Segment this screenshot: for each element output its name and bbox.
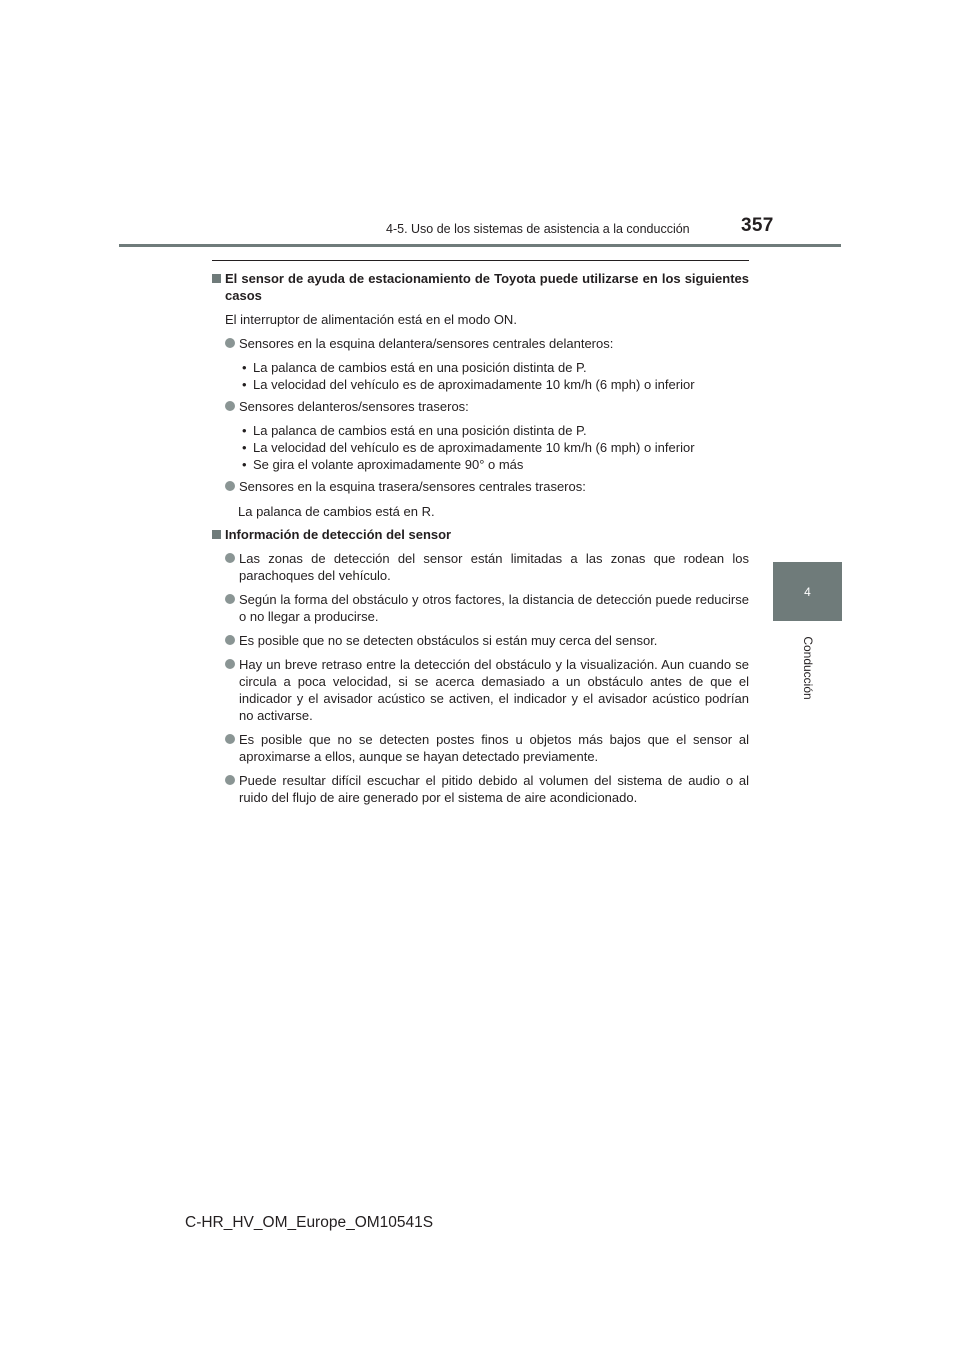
circle-bullet-icon	[225, 481, 235, 491]
sub-list-item	[242, 422, 749, 439]
page-number: 357	[741, 215, 774, 236]
list-item	[212, 478, 749, 495]
dot-marker: •	[242, 423, 247, 438]
list-item-text: Las zonas de detección del sensor están limitadas a las zonas que rodean los parachoques del vehículo.	[239, 551, 749, 583]
sub-list	[212, 422, 749, 473]
list-item-text: Sensores en la esquina delantera/sensores centrales delanteros:	[239, 336, 614, 351]
list-item-text: Es posible que no se detecten postes finos u objetos más bajos que el sensor al aproximarse a ellos, aunque se hayan detectado previamente.	[239, 732, 749, 764]
section-heading-text: Información de detección del sensor	[225, 527, 452, 542]
sub-list-item	[242, 376, 749, 393]
sub-list-item-text: La velocidad del vehículo es de aproximadamente 10 km/h (6 mph) o inferior	[253, 440, 695, 455]
circle-bullet-icon	[225, 594, 235, 604]
circle-bullet-icon	[225, 659, 235, 669]
dot-marker: •	[242, 457, 247, 472]
section-heading-text: El sensor de ayuda de estacionamiento de Toyota puede utilizarse en los siguientes casos	[225, 271, 749, 303]
document-code: C-HR_HV_OM_Europe_OM10541S	[185, 1214, 434, 1231]
list-item-text: Hay un breve retraso entre la detección del obstáculo y la visualización. Aun cuando se circula a poca velocidad, si se acerca demasiado a un obstáculo antes de que el indicador y el avisador acústico se activen, el indicador y el avisador acústico podrían no activarse.	[239, 657, 749, 723]
sub-list-item-text: La palanca de cambios está en una posición distinta de P.	[253, 360, 587, 375]
header-section-title: 4-5. Uso de los sistemas de asistencia a la conducción	[386, 222, 690, 236]
list-item-text: Puede resultar difícil escuchar el pitido debido al volumen del sistema de audio o al ruido del flujo de aire generado por el sistema de aire acondicionado.	[239, 773, 749, 805]
sub-list-item-text: La velocidad del vehículo es de aproximadamente 10 km/h (6 mph) o inferior	[253, 377, 695, 392]
circle-bullet-icon	[225, 775, 235, 785]
circle-bullet-icon	[225, 553, 235, 563]
list-item	[212, 550, 749, 584]
chapter-label: Conducción	[801, 636, 815, 700]
list-item	[212, 591, 749, 625]
sub-list-item	[242, 439, 749, 456]
list-item-text: Sensores delanteros/sensores traseros:	[239, 399, 469, 414]
section-heading	[212, 526, 749, 543]
list-item-text: Sensores en la esquina trasera/sensores centrales traseros:	[239, 479, 586, 494]
list-item	[212, 731, 749, 765]
dot-marker: •	[242, 440, 247, 455]
page-content	[212, 265, 749, 806]
content-divider	[212, 260, 749, 261]
list-item	[212, 335, 749, 352]
list-item	[212, 772, 749, 806]
list-item	[212, 632, 749, 649]
section-intro: El interruptor de alimentación está en el modo ON.	[225, 312, 517, 327]
header-divider	[119, 244, 841, 247]
circle-bullet-icon	[225, 401, 235, 411]
list-item-text: Es posible que no se detecten obstáculos si están muy cerca del sensor.	[239, 633, 658, 648]
chapter-number: 4	[804, 584, 811, 599]
square-bullet-icon	[212, 530, 221, 539]
dot-marker: •	[242, 377, 247, 392]
sub-list-item-text: Se gira el volante aproximadamente 90° o más	[253, 457, 524, 472]
sub-list-item	[242, 456, 749, 473]
circle-bullet-icon	[225, 734, 235, 744]
dot-marker: •	[242, 360, 247, 375]
circle-bullet-icon	[225, 635, 235, 645]
list-item	[212, 656, 749, 724]
sub-list	[212, 359, 749, 393]
list-item-note: La palanca de cambios está en R.	[238, 504, 435, 519]
circle-bullet-icon	[225, 338, 235, 348]
sub-list-item	[242, 359, 749, 376]
section-heading	[212, 270, 749, 304]
list-item	[212, 398, 749, 415]
square-bullet-icon	[212, 274, 221, 283]
list-item-text: Según la forma del obstáculo y otros factores, la distancia de detección puede reducirse o no llegar a producirse.	[239, 592, 749, 624]
sub-list-item-text: La palanca de cambios está en una posición distinta de P.	[253, 423, 587, 438]
chapter-tab	[773, 562, 842, 621]
